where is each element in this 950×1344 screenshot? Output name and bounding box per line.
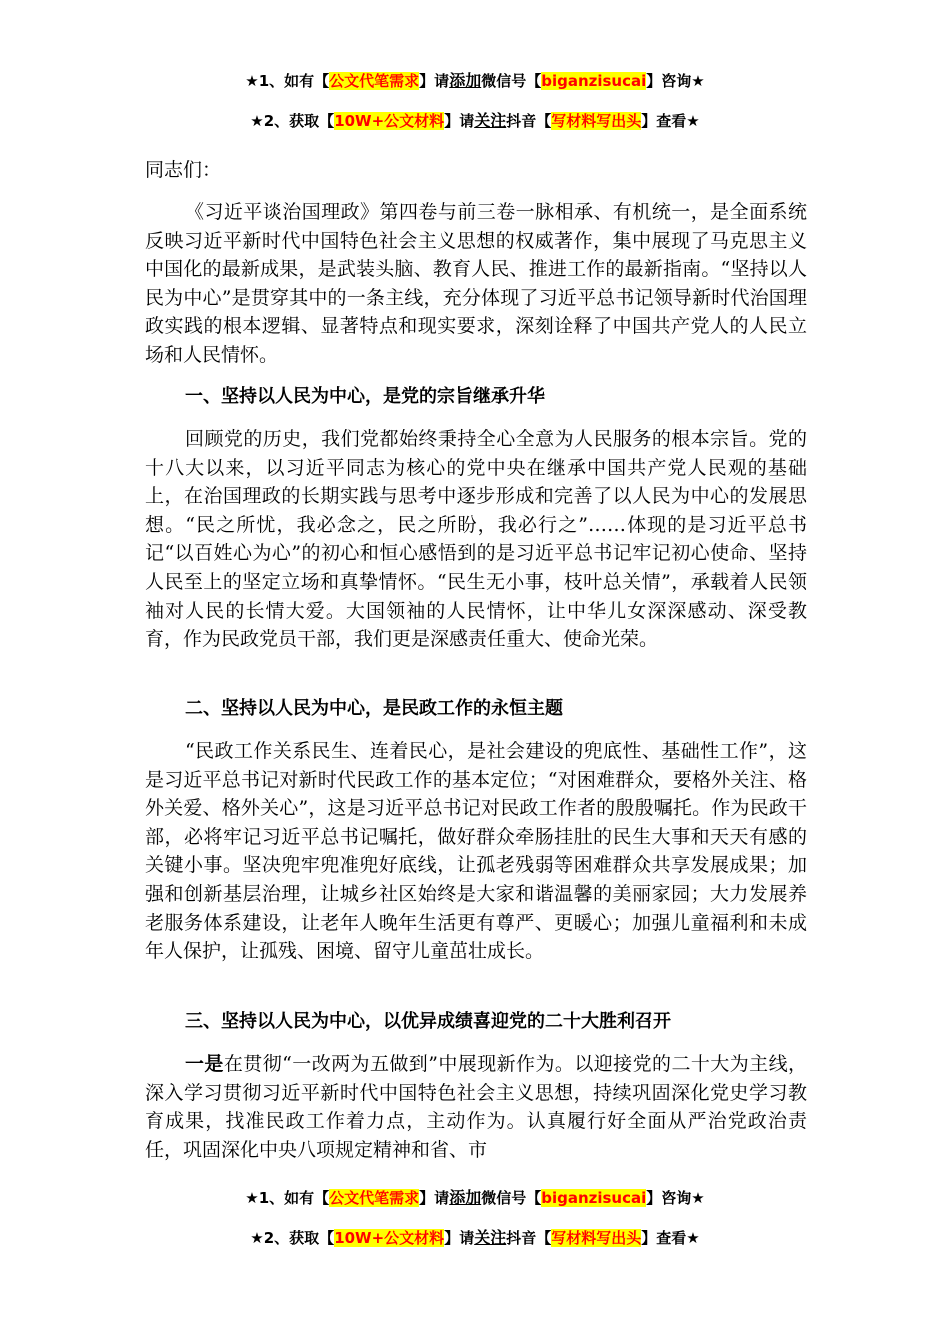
banner-text: 】请: [419, 1189, 450, 1207]
banner-text: 抖音【: [506, 1229, 552, 1247]
banner-highlight: 10W+公文材料: [334, 112, 445, 130]
banner-underline: 添加: [449, 1188, 482, 1207]
banner-underline: 关注: [474, 1228, 507, 1247]
section-heading-2: 二、坚持以人民为中心，是民政工作的永恒主题: [185, 698, 563, 719]
banner-text: ★1、如有【: [245, 1189, 330, 1207]
banner-text: 】查看★: [641, 1229, 700, 1247]
paragraph-text: 在贯彻“一改两为五做到”中展现新作为。以迎接党的二十大为主线，深入学习贯彻习近平新时代中国特色社会主义思想，持续巩固深化党史学习教育成果，找准民政工作着力点，主动作为。认真履行好全面从严治党政治责任，巩固深化中央八项规定精神和省、市: [145, 1053, 807, 1161]
intro-paragraph: 《习近平谈治国理政》第四卷与前三卷一脉相承、有机统一，是全面系统反映习近平新时代中国特色社会主义思想的权威著作，集中展现了马克思主义中国化的最新成果，是武装头脑、教育人民、推进工作的最新指南。“坚持以人民为中心”是贯穿其中的一条主线，充分体现了习近平总书记领导新时代治国理政实践的根本逻辑、显著特点和现实要求，深刻诠释了中国共产党人的人民立场和人民情怀。: [145, 201, 807, 366]
promo-banner-line-1: [0, 70, 950, 92]
banner-highlight: biganzisucai: [541, 72, 647, 90]
banner-underline: 关注: [474, 111, 507, 130]
section-1-paragraph: 回顾党的历史，我们党都始终秉持全心全意为人民服务的根本宗旨。党的十八大以来，以习近平同志为核心的党中央在继承中国共产党人民观的基础上，在治国理政的长期实践与思考中逐步形成和完善了以人民为中心的发展思想。“民之所忧，我必念之，民之所盼，我必行之”……体现的是习近平总书记“以百姓心为心”的初心和恒心感悟到的是习近平总书记牢记初心使命、坚持人民至上的坚定立场和真挚情怀。“民生无小事，枝叶总关情”，承载着人民领袖对人民的长情大爱。大国领袖的人民情怀，让中华儿女深深感动、深受教育，作为民政党员干部，我们更是深感责任重大、使命光荣。: [145, 428, 807, 651]
banner-text: ★2、获取【: [250, 1229, 335, 1247]
banner-text: 】请: [419, 72, 450, 90]
banner-highlight: 写材料写出头: [551, 1229, 642, 1247]
section-heading-3: 三、坚持以人民为中心，以优异成绩喜迎党的二十大胜利召开: [185, 1011, 671, 1032]
banner-underline: 添加: [449, 71, 482, 90]
salutation: 同志们：: [145, 159, 222, 181]
banner-text: 】请: [444, 1229, 475, 1247]
banner-text: 抖音【: [506, 112, 552, 130]
section-3-paragraph: [145, 1050, 807, 1164]
banner-highlight: 公文代笔需求: [329, 72, 420, 90]
section-2-paragraph: “民政工作关系民生、连着民心，是社会建设的兜底性、基础性工作”，这是习近平总书记对新时代民政工作的基本定位；“对困难群众，要格外关注、格外关爱、格外关心”，这是习近平总书记对民政工作者的殷殷嘱托。作为民政干部，必将牢记习近平总书记嘱托，做好群众牵肠挂肚的民生大事和天天有感的关键小事。坚决兜牢兜准兜好底线，让孤老残弱等困难群众共享发展成果；加强和创新基层治理，让城乡社区始终是大家和谐温馨的美丽家园；大力发展养老服务体系建设，让老年人晚年生活更有尊严、更暖心；加强儿童福利和未成年人保护，让孤残、困境、留守儿童茁壮成长。: [145, 740, 807, 963]
promo-banner-line-4: [0, 1227, 950, 1249]
banner-highlight: biganzisucai: [541, 1189, 647, 1207]
section-heading-1: 一、坚持以人民为中心，是党的宗旨继承升华: [185, 386, 545, 407]
banner-highlight: 10W+公文材料: [334, 1229, 445, 1247]
lead-label: 一是: [185, 1053, 224, 1075]
banner-text: 微信号【: [481, 72, 542, 90]
banner-text: 微信号【: [481, 1189, 542, 1207]
promo-banner-line-3: [0, 1187, 950, 1209]
banner-text: 】咨询★: [646, 72, 705, 90]
promo-banner-line-2: [0, 110, 950, 132]
banner-text: 】咨询★: [646, 1189, 705, 1207]
banner-text: ★1、如有【: [245, 72, 330, 90]
banner-text: 】请: [444, 112, 475, 130]
banner-highlight: 公文代笔需求: [329, 1189, 420, 1207]
banner-highlight: 写材料写出头: [551, 112, 642, 130]
banner-text: 】查看★: [641, 112, 700, 130]
banner-text: ★2、获取【: [250, 112, 335, 130]
